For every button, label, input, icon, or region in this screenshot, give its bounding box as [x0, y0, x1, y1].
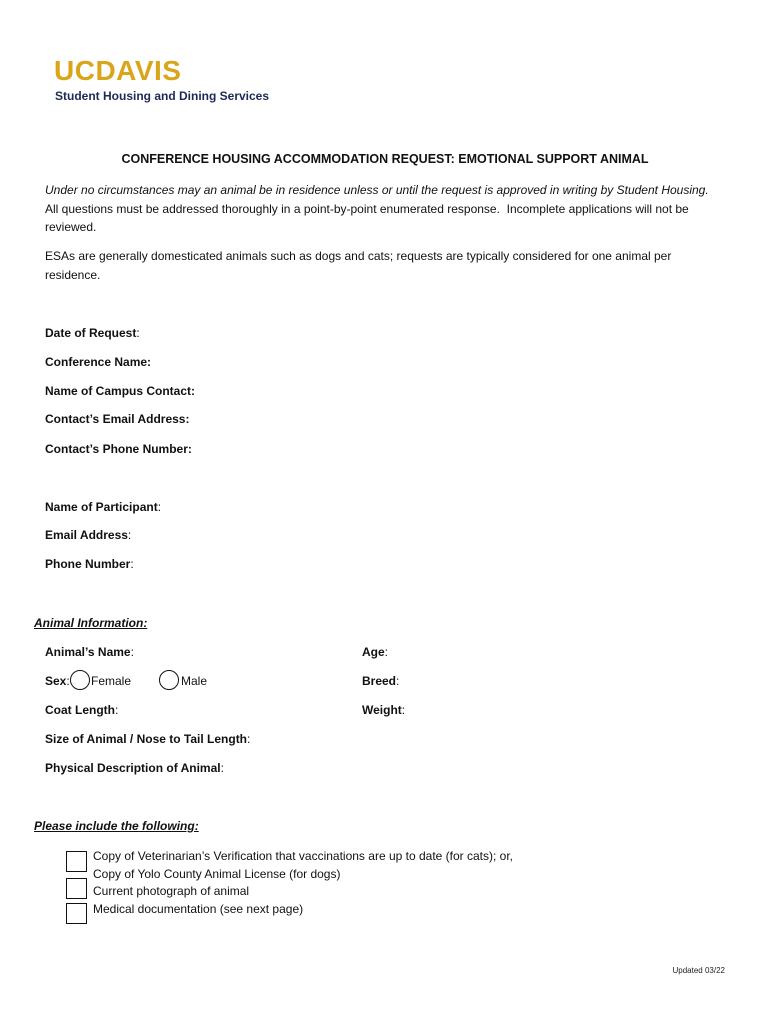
animal-breed-field[interactable]: [362, 673, 399, 689]
participant-email-field[interactable]: [45, 527, 131, 543]
intro-paragraph: [45, 181, 725, 237]
logo-uc: UC: [54, 55, 96, 86]
campus-contact-label: Name of Campus Contact:: [45, 384, 196, 398]
male-label: Male: [181, 674, 208, 688]
include-heading: Please include the following:: [34, 819, 199, 833]
animal-name-field[interactable]: [45, 644, 134, 660]
form-title: CONFERENCE HOUSING ACCOMMODATION REQUEST: EMOTIONAL SUPPORT ANIMAL: [121, 152, 649, 166]
physical-description-label: Physical Description of Animal: [45, 761, 221, 775]
updated-date: Updated 03/22: [672, 966, 725, 975]
photo-checkbox[interactable]: [66, 878, 87, 899]
animal-information-heading: Animal Information:: [34, 616, 148, 630]
intro-rest: All questions must be addressed thoroughly in a point-by-point enumerated response. Incomplete applications will not be reviewed.: [45, 183, 715, 234]
include-item-photo: Current photograph of animal: [93, 884, 250, 898]
contact-phone-label: Contact’s Phone Number:: [45, 442, 192, 456]
date-of-request-field[interactable]: [45, 325, 140, 341]
animal-size-label: Size of Animal / Nose to Tail Length: [45, 732, 248, 746]
physical-description-field[interactable]: [45, 760, 224, 776]
animal-sex-label: Sex: [45, 674, 67, 688]
contact-phone-field[interactable]: [45, 441, 192, 457]
coat-length-colon: :: [115, 703, 119, 717]
animal-sex-colon: :: [66, 674, 70, 688]
campus-contact-field[interactable]: [45, 383, 195, 399]
include-item-medical: Medical documentation (see next page): [93, 902, 304, 916]
participant-email-colon: :: [127, 528, 132, 542]
uc-davis-logo: [54, 56, 181, 86]
esa-note: ESAs are generally domesticated animals such as dogs and cats; requests are typically considered for one animal per residence.: [45, 249, 672, 282]
weight-label: Weight: [362, 703, 402, 717]
intro-italic: Under no circumstances may an animal be in residence unless or until the request is approved in writing by Student Housing.: [45, 183, 709, 197]
animal-size-field[interactable]: [45, 731, 250, 747]
include-item-license: Copy of Yolo County Animal License (for dogs): [93, 867, 341, 881]
animal-size-colon: :: [247, 732, 251, 746]
weight-field[interactable]: [362, 702, 405, 718]
logo-davis: DAVIS: [95, 55, 182, 86]
coat-length-field[interactable]: [45, 702, 118, 718]
animal-breed-label: Breed: [362, 674, 397, 688]
female-radio[interactable]: [70, 670, 90, 690]
animal-age-field[interactable]: [362, 644, 388, 660]
participant-name-field[interactable]: [45, 499, 161, 515]
animal-name-colon: :: [130, 645, 134, 659]
date-of-request-label: Date of Request: [45, 326, 137, 340]
medical-doc-checkbox[interactable]: [66, 903, 87, 924]
coat-length-label: Coat Length: [45, 703, 115, 717]
participant-phone-label: Phone Number: [45, 557, 131, 571]
animal-age-colon: :: [384, 645, 389, 659]
include-item-vet: Copy of Veterinarian’s Verification that vaccinations are up to date (for cats); or,: [93, 849, 514, 863]
contact-email-field[interactable]: [45, 411, 189, 427]
contact-email-label: Contact’s Email Address:: [45, 412, 190, 426]
conference-name-field[interactable]: [45, 354, 151, 370]
vet-verification-checkbox[interactable]: [66, 851, 87, 872]
animal-name-label: Animal’s Name: [45, 645, 131, 659]
weight-colon: :: [401, 703, 406, 717]
participant-phone-field[interactable]: [45, 556, 134, 572]
participant-phone-colon: :: [130, 557, 134, 571]
participant-name-label: Name of Participant: [45, 500, 158, 514]
date-of-request-colon: :: [136, 326, 140, 340]
animal-sex-label-group: [45, 673, 70, 689]
participant-email-label: Email Address: [45, 528, 128, 542]
participant-name-colon: :: [157, 500, 162, 514]
animal-age-label: Age: [362, 645, 385, 659]
physical-description-colon: :: [220, 761, 224, 775]
logo-subtitle: Student Housing and Dining Services: [55, 89, 270, 103]
animal-breed-colon: :: [396, 674, 400, 688]
conference-name-label: Conference Name:: [45, 355, 152, 369]
male-radio[interactable]: [159, 670, 179, 690]
female-label: Female: [91, 674, 132, 688]
